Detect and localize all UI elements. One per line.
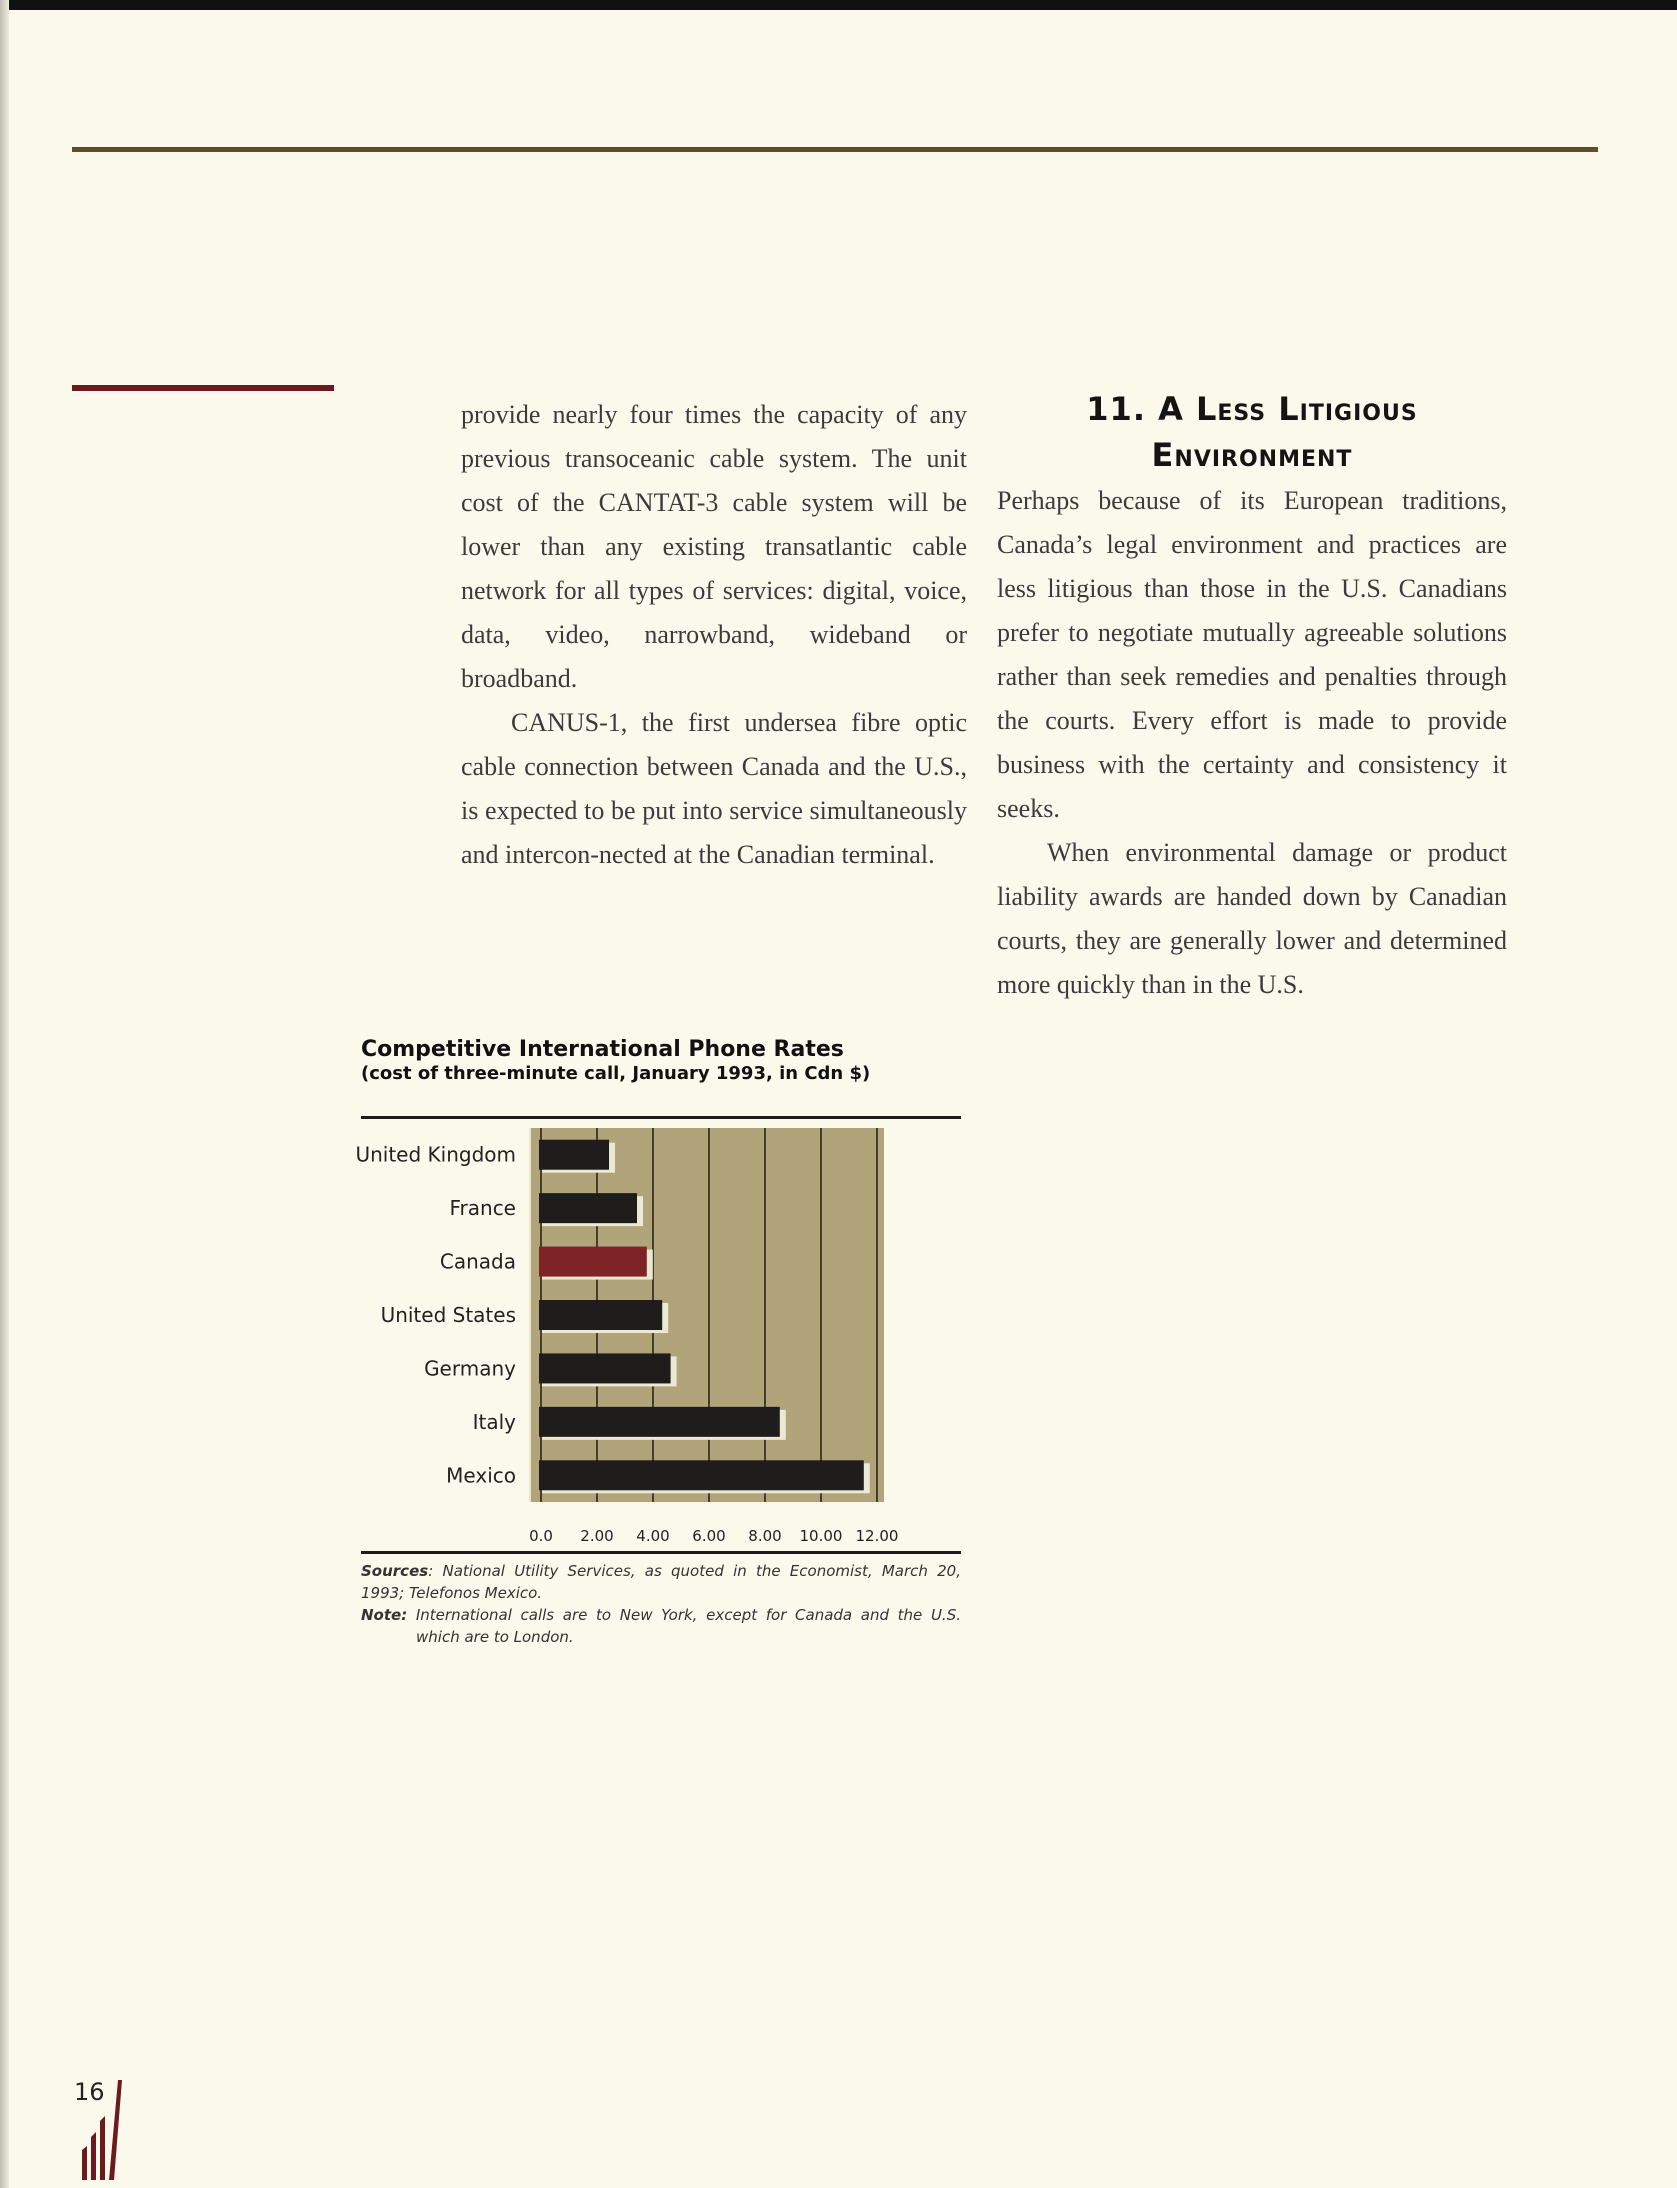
x-tick-label: 10.00 xyxy=(799,1527,843,1545)
category-label: Mexico xyxy=(446,1463,516,1488)
chart-top-rule xyxy=(361,1116,961,1119)
stripes-logo xyxy=(78,2080,128,2185)
sources-label: Sources xyxy=(361,1562,429,1580)
category-label: United Kingdom xyxy=(355,1142,516,1167)
page-number: 16 xyxy=(74,2078,105,2106)
x-tick-label: 8.00 xyxy=(748,1527,782,1545)
bar xyxy=(539,1140,609,1170)
bar xyxy=(539,1300,662,1330)
chart-title-block xyxy=(361,1037,961,1085)
x-tick-label: 6.00 xyxy=(692,1527,726,1545)
paragraph: provide nearly four times the capacity of any previous transoceanic cable system. The unit cost of the CANTAT-3 cable system will be lower than any existing transatlantic cable network for all types of services: digital, voice, data, video, narrowband, wideband or broadband. xyxy=(461,400,967,693)
category-label: Italy xyxy=(472,1409,516,1434)
header-rule xyxy=(72,147,1598,152)
chart-bottom-rule xyxy=(361,1551,961,1554)
bar xyxy=(539,1353,671,1383)
paragraph: When environmental damage or product liability awards are handed down by Canadian courts, they are generally lower and determined more quickly than in the U.S. xyxy=(997,838,1507,999)
category-label: Canada xyxy=(439,1249,516,1274)
chart-title: Competitive International Phone Rates xyxy=(361,1037,844,1062)
sources-text: National Utility Services, as quoted in the Economist, March 20, 1993; Telefonos Mexico. xyxy=(361,1562,961,1602)
paragraph: CANUS-1, the first undersea fibre optic cable connection between Canada and the U.S., is expected to be put into service simultaneously and intercon-nected at the Canadian terminal. xyxy=(461,708,967,869)
scan-left-edge xyxy=(0,0,9,2188)
left-text-column xyxy=(461,393,967,877)
phone-rates-chart xyxy=(330,1120,970,1550)
paragraph: Perhaps because of its European traditions, Canada’s legal environment and practices are less litigious than those in the U.S. Canadians prefer to negotiate mutually agreeable solutions rather than seek remedies and penalties through the courts. Every effort is made to provide business with the certainty and consistency it seeks. xyxy=(997,486,1507,823)
x-tick-label: 4.00 xyxy=(636,1527,670,1545)
note-text: International calls are to New York, except for Canada and the U.S. which are to London. xyxy=(415,1606,961,1646)
bar xyxy=(539,1193,637,1223)
chart-subtitle: (cost of three-minute call, January 1993, in Cdn $) xyxy=(361,1063,871,1084)
note-line xyxy=(361,1604,961,1648)
category-label: France xyxy=(449,1196,516,1221)
right-text-column xyxy=(997,479,1507,1007)
bar xyxy=(539,1460,864,1490)
x-tick-label: 12.00 xyxy=(855,1527,899,1545)
accent-rule xyxy=(72,385,334,391)
chart-notes xyxy=(361,1560,961,1648)
category-label: United States xyxy=(380,1303,516,1327)
x-tick-label: 0.0 xyxy=(529,1527,553,1545)
note-label: Note: xyxy=(361,1606,408,1624)
bar-canada xyxy=(539,1247,647,1277)
x-tick-label: 2.00 xyxy=(580,1527,614,1545)
category-label: Germany xyxy=(424,1356,516,1381)
section-heading: 11. A Less Litigious Environment xyxy=(1086,390,1418,474)
bar xyxy=(539,1407,780,1437)
sources-line: Sources: National Utility Services, as quoted in the Economist, March 20, 1993; Telefonos Mexico. xyxy=(361,1562,961,1602)
scan-top-edge xyxy=(0,0,1677,10)
